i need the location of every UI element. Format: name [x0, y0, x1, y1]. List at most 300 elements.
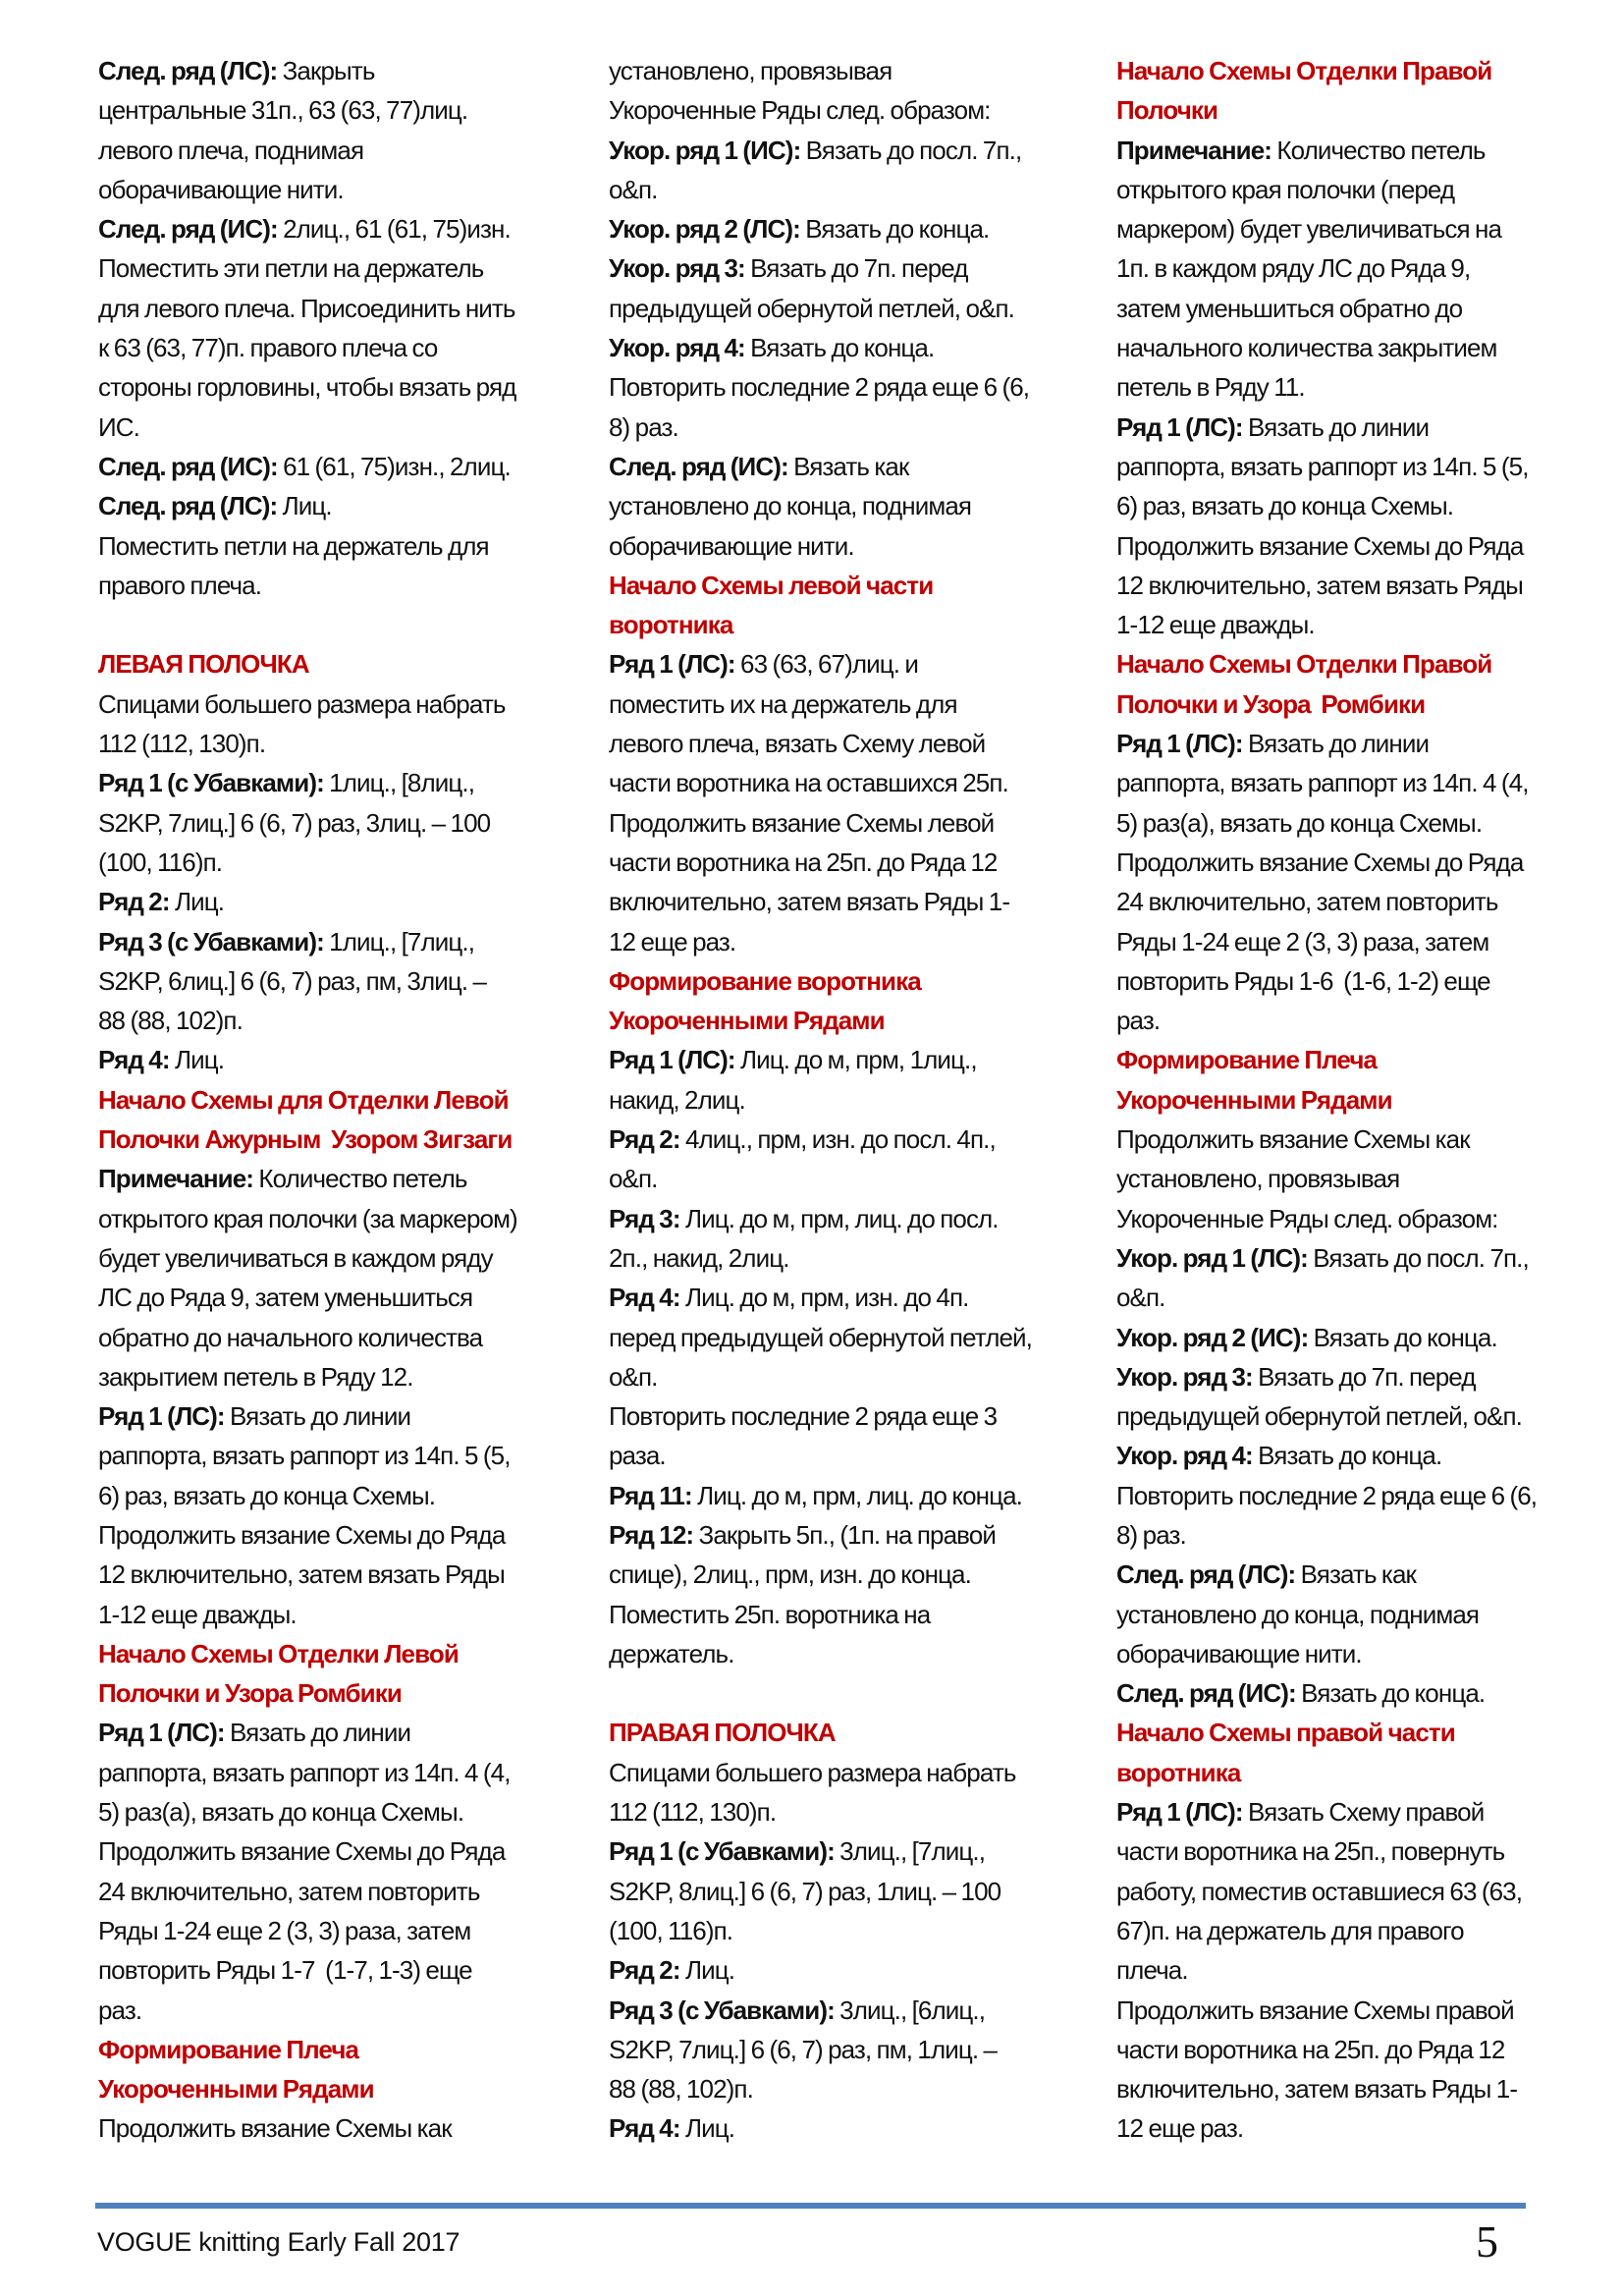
- body-text: Продолжить вязание Схемы до Ряда: [1116, 530, 1524, 561]
- text-line: [609, 209, 1100, 248]
- text-line: [98, 882, 589, 921]
- body-text: Продолжить вязание Схемы до Ряда: [98, 1836, 506, 1867]
- instruction-paragraph: [1116, 1673, 1607, 1713]
- instruction-paragraph: [1116, 1792, 1607, 1990]
- page-number: 5: [1476, 2216, 1498, 2267]
- text-line: [609, 1238, 1100, 1278]
- body-text: правого плеча.: [98, 570, 262, 600]
- body-text: Вязать до посл. 7п.,: [1307, 1242, 1529, 1273]
- body-text: открытого края полочки (перед: [1116, 174, 1455, 204]
- row-label: Ряд 2:: [609, 1124, 680, 1155]
- section-heading: [1116, 51, 1607, 131]
- text-line: [609, 1396, 1100, 1436]
- instruction-paragraph: [609, 131, 1100, 210]
- text-line: [98, 2030, 589, 2069]
- text-line: [609, 843, 1100, 882]
- body-text: установлено, провязывая: [1116, 1164, 1400, 1194]
- section-heading: [1116, 644, 1607, 724]
- instruction-paragraph: [1116, 1991, 1607, 2149]
- text-line: [609, 1318, 1100, 1357]
- instruction-paragraph: [98, 447, 589, 486]
- text-line: [98, 1872, 589, 1911]
- text-line: [1116, 51, 1607, 90]
- body-text: Продолжить вязание Схемы как: [1116, 1124, 1470, 1155]
- body-text: установлено, провязывая: [609, 56, 893, 85]
- row-label: Ряд 1 (ЛС):: [98, 1401, 225, 1432]
- instruction-paragraph: [609, 1396, 1100, 1476]
- instruction-paragraph: [1116, 408, 1607, 526]
- text-line: [609, 684, 1100, 724]
- text-line: [98, 2069, 589, 2108]
- row-label: След. ряд (ЛС):: [98, 56, 278, 85]
- body-text: затем уменьшиться обратно до: [1116, 293, 1463, 323]
- text-line: [98, 1199, 589, 1238]
- text-line: [1116, 209, 1607, 248]
- row-label: Ряд 1 (с Убавками):: [98, 768, 324, 798]
- heading-text: Начало Схемы правой части: [1116, 1718, 1455, 1748]
- body-text: о&п.: [609, 174, 658, 204]
- row-label: След. ряд (ИС):: [98, 451, 278, 481]
- body-text: Вязать до линии: [224, 1401, 411, 1432]
- text-line: [609, 328, 1100, 367]
- body-text: Ряды 1-24 еще 2 (3, 3) раза, затем: [98, 1915, 471, 1945]
- body-text: 1-12 еще дважды.: [98, 1599, 297, 1629]
- body-text: Лиц.: [169, 887, 225, 917]
- text-line: [609, 1120, 1100, 1159]
- instruction-paragraph: [1116, 131, 1607, 408]
- body-text: Лиц. до м, прм, лиц. до конца.: [691, 1480, 1022, 1510]
- text-line: [98, 724, 589, 763]
- body-text: раппорта, вязать раппорт из 14п. 5 (5,: [1116, 451, 1529, 481]
- body-text: 4лиц., прм, изн. до посл. 4п.,: [679, 1124, 996, 1155]
- body-text: стороны горловины, чтобы вязать ряд: [98, 372, 516, 403]
- row-label: Ряд 4:: [98, 1045, 170, 1075]
- section-heading: [98, 1080, 589, 1160]
- text-line: [98, 961, 589, 1001]
- body-text: работу, поместив оставшиеся 63 (63,: [1116, 1876, 1523, 1906]
- text-line: [1116, 605, 1607, 644]
- text-line: [609, 1831, 1100, 1871]
- section-heading: [98, 2030, 589, 2109]
- body-text: 61 (61, 75)изн., 2лиц.: [277, 451, 511, 481]
- text-line: [609, 922, 1100, 961]
- body-text: оборачивающие нити.: [1116, 1638, 1362, 1668]
- instruction-paragraph: [98, 922, 589, 1041]
- body-text: части воротника на 25п. до Ряда 12: [609, 847, 998, 877]
- heading-text: ПРАВАЯ ПОЛОЧКА: [609, 1718, 836, 1748]
- heading-text: ЛЕВАЯ ПОЛОЧКА: [98, 649, 309, 680]
- row-label: След. ряд (ЛС):: [98, 491, 278, 521]
- body-text: начального количества закрытием: [1116, 333, 1497, 363]
- text-line: [1116, 1753, 1607, 1792]
- text-line: [609, 131, 1100, 170]
- instruction-paragraph: [1116, 1120, 1607, 1238]
- text-line: [98, 2108, 589, 2148]
- text-line: [1116, 1001, 1607, 1040]
- instruction-paragraph: [98, 1396, 589, 1515]
- heading-text: Полочки и Узора Ромбики: [98, 1678, 402, 1709]
- text-line: [609, 803, 1100, 843]
- instruction-paragraph: [609, 51, 1100, 131]
- body-text: 12 включительно, затем вязать Ряды: [1116, 570, 1523, 600]
- row-label: Укор. ряд 1 (ИС):: [609, 135, 801, 165]
- instruction-paragraph: [1116, 1436, 1607, 1475]
- instruction-paragraph: [609, 803, 1100, 961]
- text-line: [98, 1278, 589, 1317]
- instruction-paragraph: [609, 1040, 1100, 1120]
- text-line: [1116, 882, 1607, 921]
- body-text: о&п.: [1116, 1283, 1165, 1313]
- section-heading: [1116, 1040, 1607, 1120]
- row-label: Ряд 2:: [609, 1955, 680, 1986]
- text-line: [1116, 1476, 1607, 1515]
- body-text: маркером) будет увеличиваться на: [1116, 214, 1502, 245]
- text-line: [98, 170, 589, 209]
- text-line: [609, 566, 1100, 605]
- text-line: [1116, 2069, 1607, 2108]
- body-text: повторить Ряды 1-6 (1-6, 1-2) еще: [1116, 965, 1490, 996]
- body-text: 5) раз(а), вязать до конца Схемы.: [1116, 807, 1483, 838]
- body-text: Лиц. до м, прм, изн. до 4п.: [679, 1283, 969, 1313]
- body-text: раппорта, вязать раппорт из 14п. 5 (5,: [98, 1441, 511, 1471]
- instruction-paragraph: [98, 684, 589, 764]
- heading-text: воротника: [1116, 1757, 1241, 1787]
- body-text: Укороченные Ряды след. образом:: [609, 95, 991, 126]
- body-text: раза.: [609, 1441, 666, 1471]
- instruction-paragraph: [98, 2108, 589, 2148]
- text-line: [98, 526, 589, 566]
- body-text: 63 (63, 67)лиц. и: [734, 649, 919, 680]
- body-text: Спицами большего размера набрать: [609, 1757, 1016, 1787]
- text-line: [98, 1080, 589, 1120]
- text-line: [609, 882, 1100, 921]
- body-text: держатель.: [609, 1638, 734, 1668]
- body-text: Поместить петли на держатель для: [98, 530, 489, 561]
- instruction-paragraph: [98, 1515, 589, 1634]
- text-line: [98, 763, 589, 802]
- body-text: Укороченные Ряды след. образом:: [1116, 1203, 1498, 1233]
- body-text: установлено до конца, поднимая: [1116, 1599, 1480, 1629]
- text-line: [609, 1991, 1100, 2030]
- instruction-paragraph: [1116, 1555, 1607, 1673]
- body-text: Спицами большего размера набрать: [98, 688, 506, 719]
- body-text: раз.: [98, 1995, 142, 2025]
- text-line: [98, 1595, 589, 1634]
- text-line: [1116, 1159, 1607, 1198]
- body-text: Количество петель: [253, 1164, 467, 1194]
- body-text: 6) раз, вязать до конца Схемы.: [1116, 491, 1454, 521]
- text-line: [1116, 1040, 1607, 1079]
- section-heading: [98, 1634, 589, 1714]
- text-line: [609, 1713, 1100, 1752]
- text-line: [609, 2108, 1100, 2148]
- text-line: [1116, 170, 1607, 209]
- text-line: [98, 1238, 589, 1278]
- heading-text: Начало Схемы левой части: [609, 570, 934, 600]
- body-text: 3лиц., [7лиц.,: [834, 1836, 986, 1867]
- row-label: Укор. ряд 3:: [1116, 1361, 1253, 1392]
- instruction-paragraph: [609, 644, 1100, 802]
- paragraph-spacer: [609, 1673, 1100, 1713]
- body-text: Вязать до конца.: [744, 333, 935, 363]
- text-line: [1116, 724, 1607, 763]
- text-line: [98, 1159, 589, 1198]
- row-label: Укор. ряд 3:: [609, 253, 745, 284]
- body-text: Лиц.: [277, 491, 332, 521]
- text-line: [609, 1753, 1100, 1792]
- text-line: [609, 1634, 1100, 1673]
- body-text: (100, 116)п.: [98, 847, 223, 877]
- footer-rule: [95, 2203, 1526, 2209]
- instruction-paragraph: [98, 486, 589, 525]
- text-line: [609, 644, 1100, 683]
- text-line: [98, 644, 589, 683]
- text-line: [1116, 328, 1607, 367]
- text-line: [609, 1476, 1100, 1515]
- text-line: [98, 486, 589, 525]
- text-line: [1116, 803, 1607, 843]
- text-line: [1116, 367, 1607, 407]
- text-line: [98, 447, 589, 486]
- instruction-paragraph: [1116, 1238, 1607, 1318]
- row-label: Укор. ряд 4:: [1116, 1441, 1253, 1471]
- body-text: предыдущей обернутой петлей, о&п.: [1116, 1401, 1522, 1432]
- text-line: [98, 90, 589, 130]
- row-label: Ряд 1 (с Убавками):: [609, 1836, 835, 1867]
- section-heading: [609, 1713, 1100, 1752]
- body-text: Продолжить вязание Схемы как: [98, 2113, 452, 2144]
- text-line: [98, 1476, 589, 1515]
- body-text: 112 (112, 130)п.: [609, 1797, 777, 1828]
- text-line: [1116, 684, 1607, 724]
- text-line: [1116, 1238, 1607, 1278]
- text-line: [1116, 1792, 1607, 1831]
- body-text: Ряды 1-24 еще 2 (3, 3) раза, затем: [1116, 926, 1489, 957]
- instruction-paragraph: [609, 1950, 1100, 1990]
- heading-text: Начало Схемы Отделки Правой: [1116, 649, 1492, 680]
- text-line: [98, 1831, 589, 1871]
- instruction-paragraph: [609, 1595, 1100, 1674]
- row-label: Укор. ряд 2 (ИС):: [1116, 1322, 1309, 1352]
- text-line: [609, 1159, 1100, 1198]
- text-line: [1116, 408, 1607, 447]
- text-line: [1116, 1278, 1607, 1317]
- body-text: повторить Ряды 1-7 (1-7, 1-3) еще: [98, 1955, 472, 1986]
- text-line: [1116, 447, 1607, 486]
- instruction-paragraph: [1116, 843, 1607, 1040]
- text-line: [1116, 90, 1607, 130]
- text-line: [98, 1515, 589, 1555]
- text-line: [1116, 248, 1607, 288]
- column-left: [98, 51, 589, 2149]
- text-line: [1116, 1080, 1607, 1120]
- body-text: 8) раз.: [609, 411, 678, 442]
- instruction-paragraph: [609, 2108, 1100, 2148]
- text-line: [609, 1595, 1100, 1634]
- body-text: Вязать как: [1295, 1559, 1417, 1590]
- text-line: [1116, 566, 1607, 605]
- text-line: [609, 961, 1100, 1001]
- instruction-paragraph: [609, 1991, 1100, 2109]
- instruction-paragraph: [98, 209, 589, 447]
- text-line: [98, 1673, 589, 1713]
- text-line: [1116, 1831, 1607, 1871]
- row-label: Укор. ряд 1 (ЛС):: [1116, 1242, 1308, 1273]
- text-line: [98, 209, 589, 248]
- body-text: 12 еще раз.: [609, 926, 736, 957]
- text-line: [98, 408, 589, 447]
- row-label: Ряд 1 (ЛС):: [98, 1718, 225, 1748]
- body-text: закрытием петель в Ряду 12.: [98, 1361, 413, 1392]
- body-text: 112 (112, 130)п.: [98, 729, 266, 759]
- body-text: 88 (88, 102)п.: [609, 2074, 753, 2105]
- instruction-paragraph: [609, 1753, 1100, 1832]
- text-line: [98, 1436, 589, 1475]
- text-line: [609, 51, 1100, 90]
- text-line: [1116, 1396, 1607, 1436]
- text-line: [1116, 1673, 1607, 1713]
- text-line: [609, 447, 1100, 486]
- text-line: [1116, 289, 1607, 328]
- body-text: Вязать до конца.: [799, 214, 990, 245]
- text-line: [1116, 961, 1607, 1001]
- body-text: Лиц. до м, прм, лиц. до посл.: [679, 1203, 999, 1233]
- body-text: Вязать до линии: [1242, 411, 1430, 442]
- body-text: плеча.: [1116, 1955, 1188, 1986]
- body-text: ЛС до Ряда 9, затем уменьшиться: [98, 1283, 473, 1313]
- text-line: [1116, 2108, 1607, 2148]
- body-text: Повторить последние 2 ряда еще 3: [609, 1401, 998, 1432]
- text-line: [1116, 1713, 1607, 1752]
- text-line: [98, 1634, 589, 1673]
- instruction-paragraph: [609, 248, 1100, 328]
- text-line: [98, 1911, 589, 1950]
- text-line: [609, 90, 1100, 130]
- body-text: раз.: [1116, 1006, 1161, 1036]
- text-line: [1116, 1436, 1607, 1475]
- text-line: [609, 1436, 1100, 1475]
- row-label: Примечание:: [1116, 135, 1272, 165]
- instruction-paragraph: [98, 1831, 589, 2029]
- text-line: [98, 1396, 589, 1436]
- row-label: Ряд 1 (ЛС):: [1116, 1797, 1243, 1828]
- section-heading: [98, 644, 589, 683]
- instruction-paragraph: [609, 1515, 1100, 1595]
- body-text: 1лиц., [7лиц.,: [323, 926, 475, 957]
- instruction-paragraph: [98, 526, 589, 606]
- row-label: След. ряд (ИС):: [609, 451, 788, 481]
- text-line: [1116, 1199, 1607, 1238]
- body-text: Вязать до конца.: [1308, 1322, 1497, 1352]
- text-line: [609, 248, 1100, 288]
- body-text: Продолжить вязание Схемы правой: [1116, 1995, 1514, 2025]
- row-label: Ряд 1 (ЛС):: [1116, 411, 1243, 442]
- body-text: будет увеличиваться в каждом ряду: [98, 1242, 493, 1273]
- instruction-paragraph: [609, 1278, 1100, 1396]
- text-line: [1116, 843, 1607, 882]
- heading-text: воротника: [609, 610, 733, 640]
- body-text: Продолжить вязание Схемы до Ряда: [98, 1519, 506, 1550]
- body-text: Повторить последние 2 ряда еще 6 (6,: [1116, 1480, 1538, 1510]
- body-text: Лиц.: [679, 1955, 735, 1986]
- body-text: (100, 116)п.: [609, 1915, 733, 1945]
- row-label: Ряд 1 (ЛС):: [1116, 729, 1243, 759]
- text-line: [609, 289, 1100, 328]
- instruction-paragraph: [609, 209, 1100, 248]
- body-text: Поместить 25п. воротника на: [609, 1599, 931, 1629]
- column-right: [1116, 51, 1607, 2149]
- text-line: [98, 566, 589, 605]
- body-text: о&п.: [609, 1361, 658, 1392]
- row-label: Ряд 3 (с Убавками):: [98, 926, 324, 957]
- body-text: Продолжить вязание Схемы левой: [609, 807, 995, 838]
- text-line: [1116, 2030, 1607, 2069]
- body-text: оборачивающие нити.: [98, 174, 344, 204]
- row-label: Ряд 1 (ЛС):: [609, 649, 735, 680]
- text-line: [1116, 1318, 1607, 1357]
- row-label: Ряд 3:: [609, 1203, 680, 1233]
- instruction-paragraph: [98, 1040, 589, 1079]
- text-line: [1116, 526, 1607, 566]
- text-line: [1116, 1555, 1607, 1594]
- text-line: [609, 526, 1100, 566]
- body-text: левого плеча, поднимая: [98, 135, 364, 165]
- body-text: S2KP, 8лиц.] 6 (6, 7) раз, 1лиц. – 100: [609, 1876, 1001, 1906]
- body-text: Вязать до посл. 7п.,: [800, 135, 1022, 165]
- row-label: Ряд 4:: [609, 1283, 680, 1313]
- body-text: 88 (88, 102)п.: [98, 1006, 243, 1036]
- body-text: Лиц.: [679, 2113, 735, 2144]
- text-line: [98, 1555, 589, 1594]
- body-text: части воротника на оставшихся 25п.: [609, 768, 1008, 798]
- text-line: [98, 1001, 589, 1040]
- body-text: о&п.: [609, 1164, 658, 1194]
- heading-text: Полочки Ажурным Узором Зигзаги: [98, 1124, 513, 1155]
- instruction-paragraph: [1116, 724, 1607, 843]
- row-label: Ряд 4:: [609, 2113, 680, 2144]
- body-text: 5) раз(а), вязать до конца Схемы.: [98, 1797, 464, 1828]
- instruction-paragraph: [1116, 1476, 1607, 1556]
- text-line: [609, 724, 1100, 763]
- row-label: Ряд 12:: [609, 1519, 694, 1550]
- instruction-paragraph: [1116, 526, 1607, 645]
- text-line: [609, 1199, 1100, 1238]
- body-text: установлено до конца, поднимая: [609, 491, 972, 521]
- row-label: След. ряд (ЛС):: [1116, 1559, 1296, 1590]
- body-text: S2KP, 7лиц.] 6 (6, 7) раз, пм, 1лиц. –: [609, 2034, 998, 2064]
- text-line: [1116, 763, 1607, 802]
- heading-text: Укороченными Рядами: [1116, 1084, 1392, 1115]
- row-label: Ряд 2:: [98, 887, 170, 917]
- instruction-paragraph: [98, 1159, 589, 1396]
- body-text: левого плеча, вязать Схему левой: [609, 729, 986, 759]
- section-heading: [1116, 1713, 1607, 1792]
- body-text: Вязать до линии: [224, 1718, 411, 1748]
- text-line: [1116, 1991, 1607, 2030]
- text-line: [98, 803, 589, 843]
- body-text: 6) раз, вязать до конца Схемы.: [98, 1480, 436, 1510]
- body-text: 24 включительно, затем повторить: [1116, 887, 1498, 917]
- body-text: 1лиц., [8лиц.,: [323, 768, 475, 798]
- body-text: к 63 (63, 77)п. правого плеча со: [98, 333, 438, 363]
- text-line: [98, 1318, 589, 1357]
- section-heading: [609, 961, 1100, 1041]
- body-text: перед предыдущей обернутой петлей,: [609, 1322, 1032, 1352]
- row-label: Укор. ряд 4:: [609, 333, 745, 363]
- text-line: [1116, 131, 1607, 170]
- body-text: оборачивающие нити.: [609, 530, 854, 561]
- heading-text: Полочки: [1116, 95, 1218, 126]
